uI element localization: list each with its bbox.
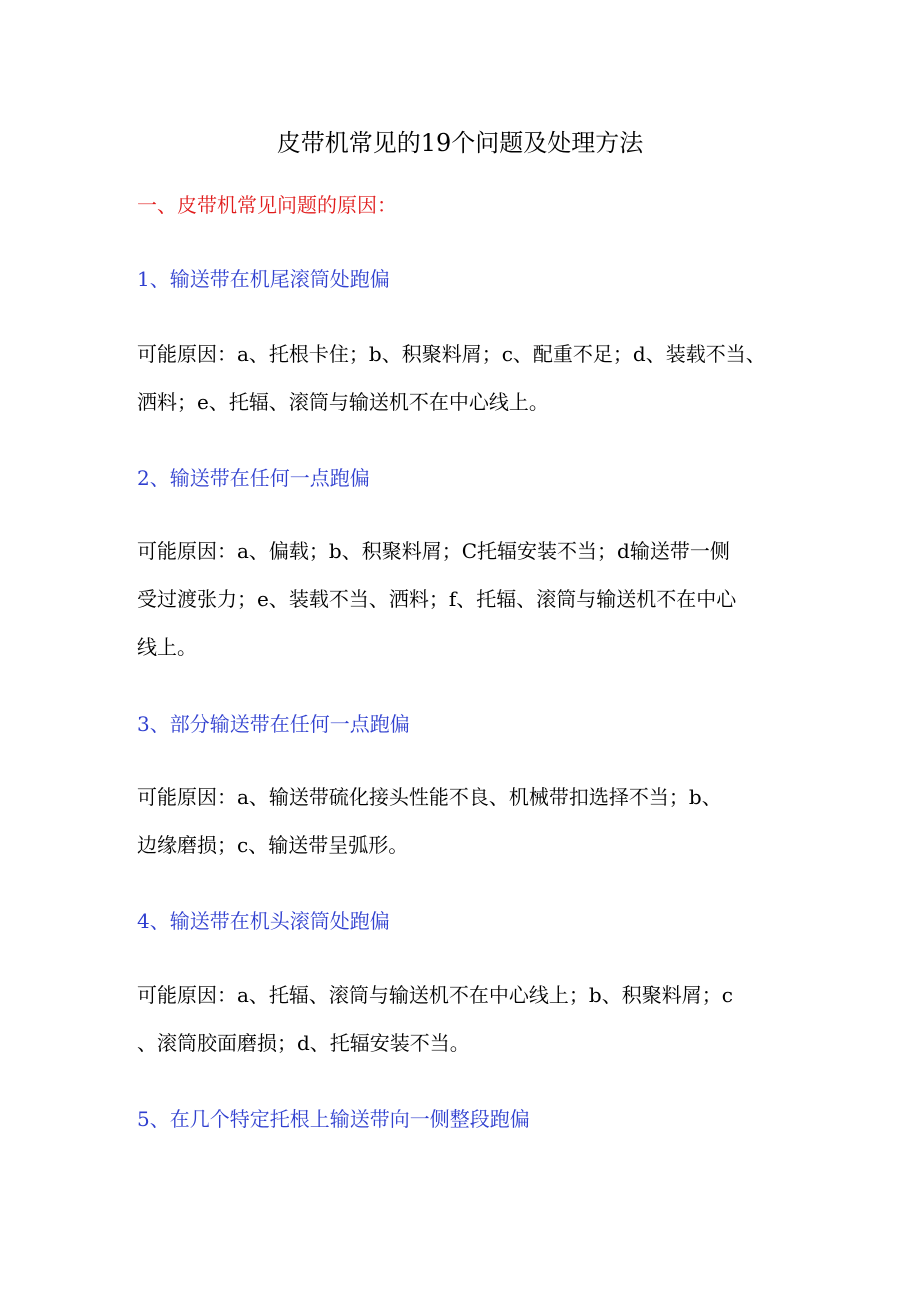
item-cause-2: [137, 527, 787, 671]
cause-line: 边缘磨损；c、输送带呈弧形。: [137, 833, 409, 857]
document-title: 皮带机常见的19个问题及处理方法: [276, 129, 644, 157]
cause-line: 可能原因：a、偏载；b、积聚料屑；C托辐安装不当；d输送带一侧: [137, 539, 730, 563]
cause-line: 、滚筒胶面磨损；d、托辐安装不当。: [137, 1031, 470, 1055]
item-cause-1: [137, 330, 787, 426]
item-cause-4: [137, 971, 787, 1067]
cause-line: 受过渡张力；e、装载不当、洒料；f、托辐、滚筒与输送机不在中心: [137, 587, 737, 611]
cause-line: 可能原因：a、托辐、滚筒与输送机不在中心线上；b、积聚料屑；c: [137, 983, 733, 1007]
cause-line: 可能原因：a、输送带硫化接头性能不良、机械带扣选择不当；b、: [137, 785, 722, 809]
cause-line: 可能原因：a、托根卡住；b、积聚料屑；c、配重不足；d、装载不当、: [137, 342, 766, 366]
section-heading-causes: 一、皮带机常见问题的原因：: [137, 193, 397, 217]
item-cause-3: [137, 773, 787, 869]
item-heading-2: 2、输送带在任何一点跑偏: [137, 466, 370, 490]
cause-line: 洒料；e、托辐、滚筒与输送机不在中心线上。: [137, 390, 549, 414]
item-heading-1: 1、输送带在机尾滚筒处跑偏: [137, 267, 390, 291]
item-heading-4: 4、输送带在机头滚筒处跑偏: [137, 909, 390, 933]
item-heading-3: 3、部分输送带在任何一点跑偏: [137, 712, 410, 736]
cause-line: 线上。: [137, 635, 197, 659]
item-heading-5: 5、在几个特定托根上输送带向一侧整段跑偏: [137, 1107, 530, 1131]
